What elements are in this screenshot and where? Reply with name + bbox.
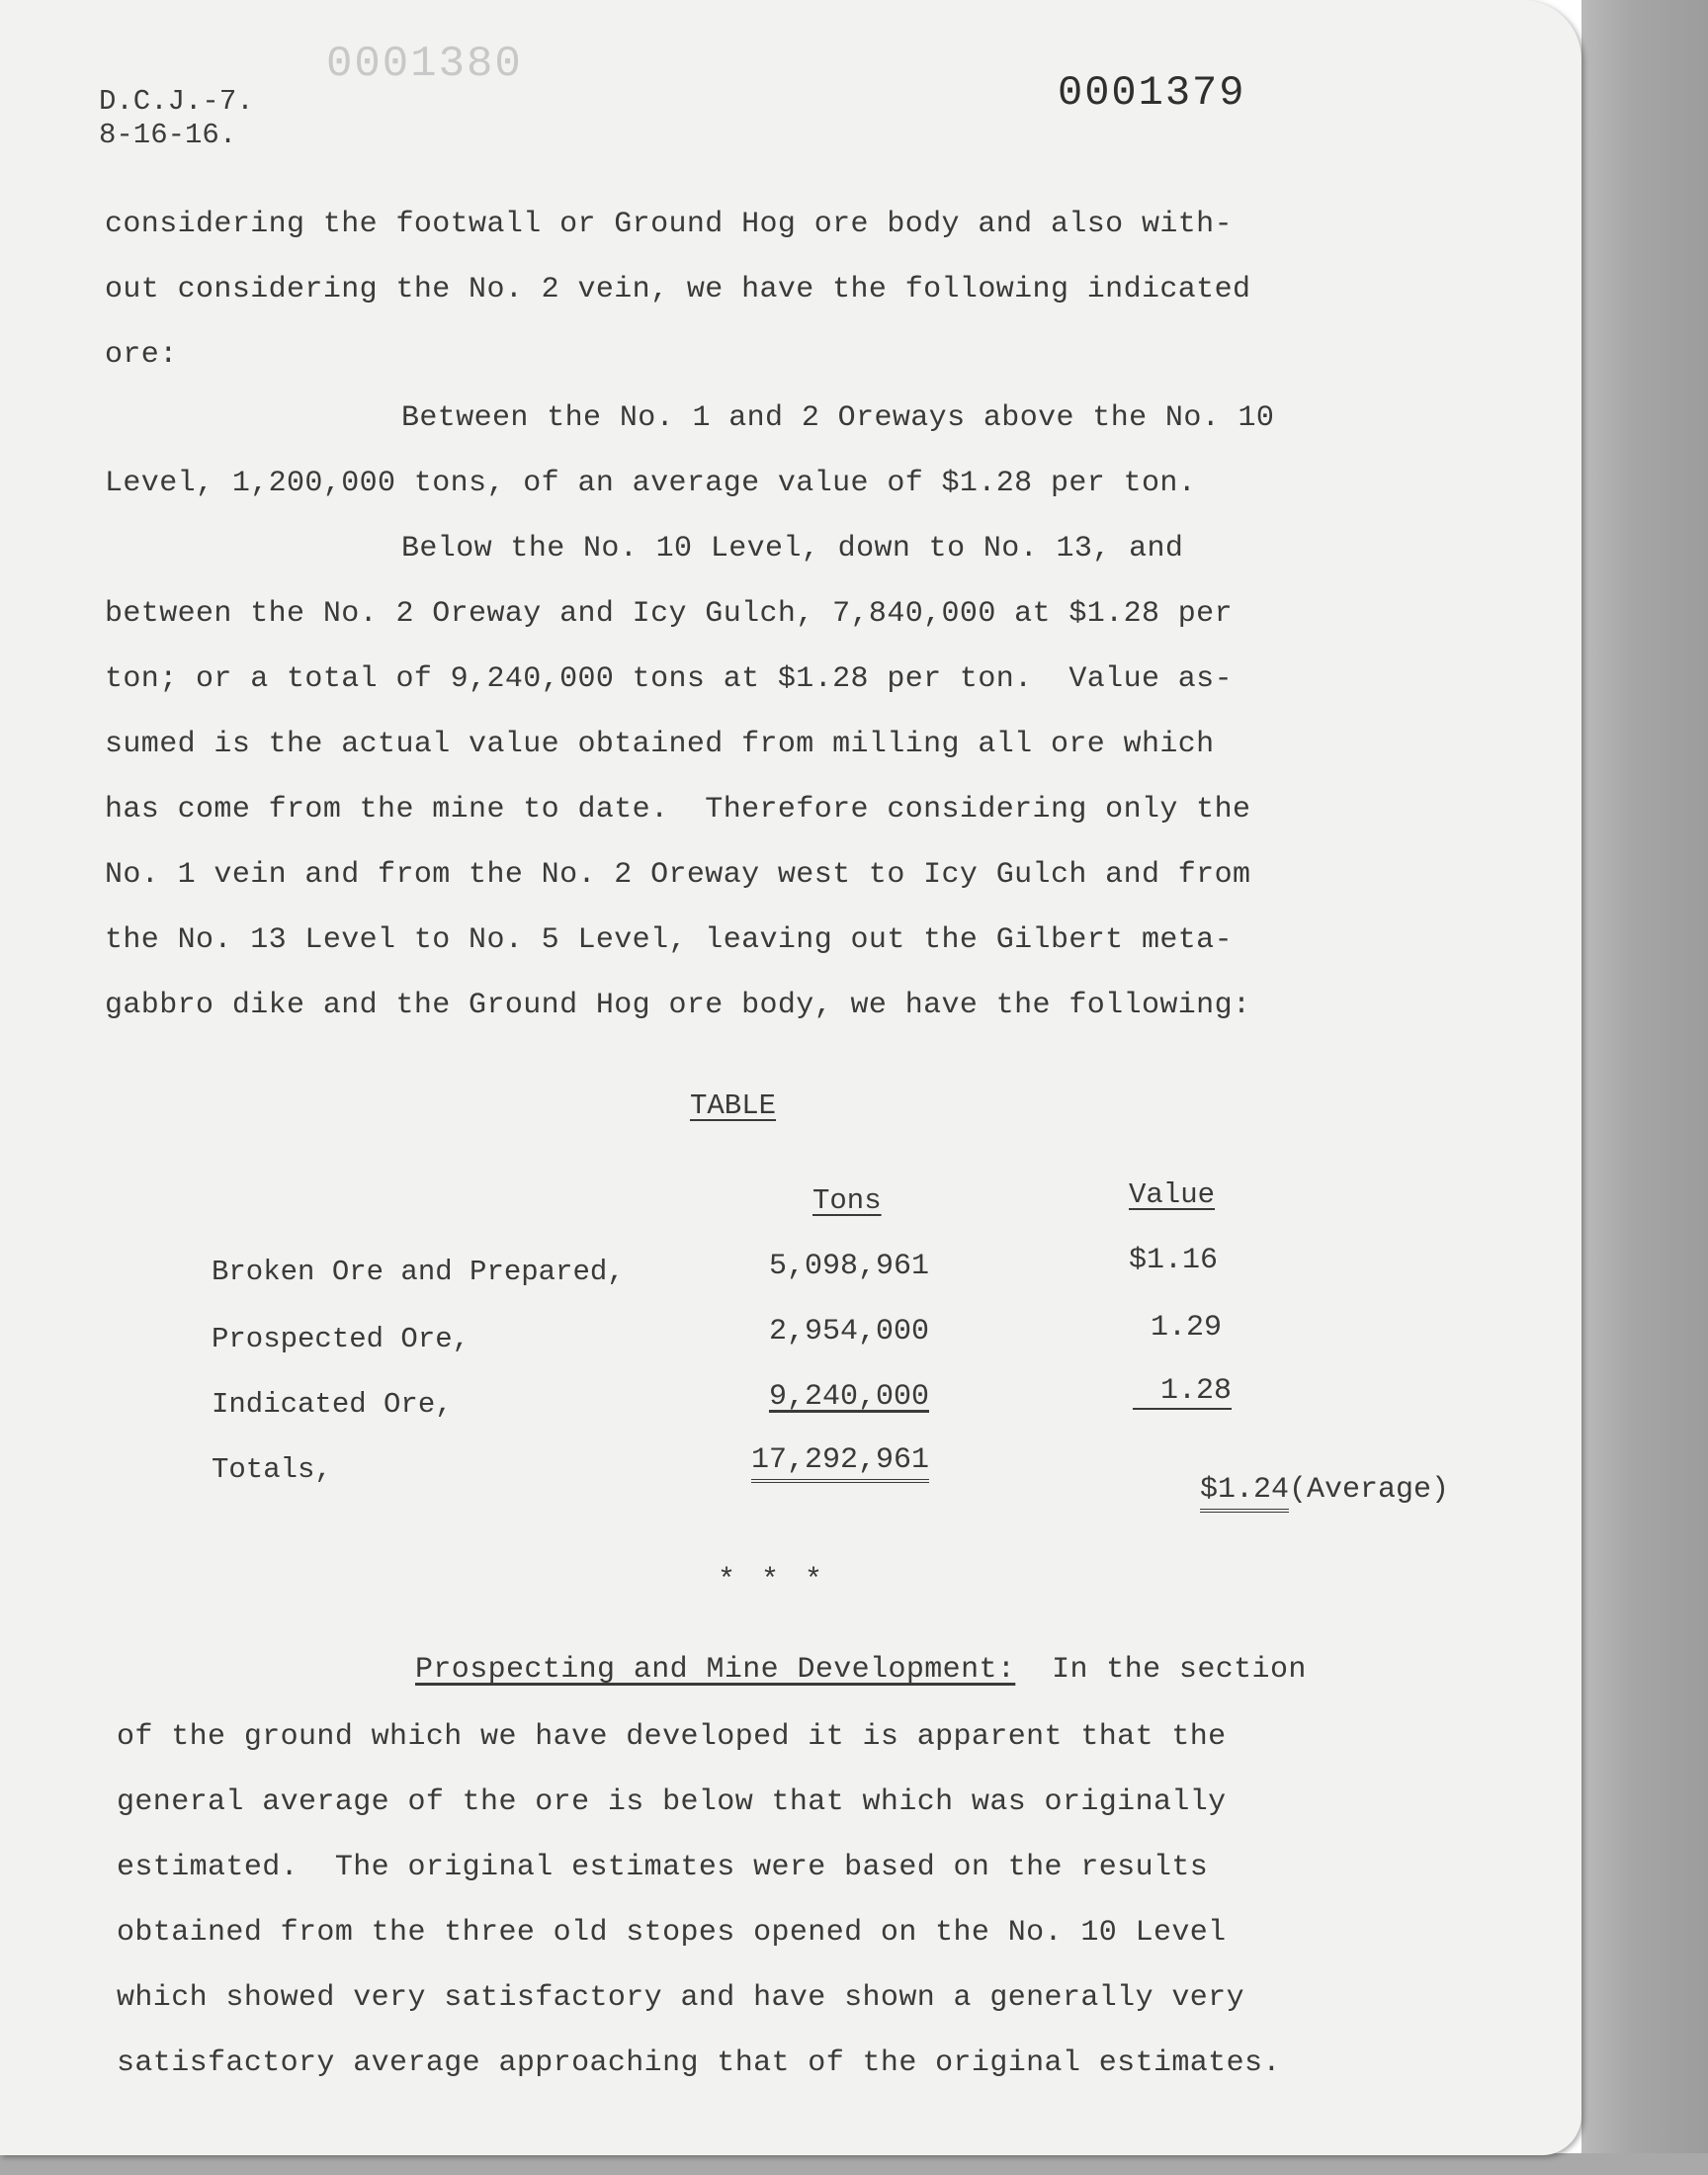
text-line: satisfactory average approaching that of the original estimates.: [117, 2046, 1281, 2080]
table-row-label: Indicated Ore,: [212, 1388, 453, 1421]
text-line: Between the No. 1 and 2 Oreways above the No. 10: [401, 401, 1275, 435]
scan-edge-shadow: [1581, 0, 1708, 2175]
totals-tons-value: 17,292,961: [751, 1443, 929, 1483]
document-header: [99, 85, 254, 152]
document-number: 0001379: [1058, 69, 1246, 117]
header-date: 8-16-16.: [99, 119, 237, 151]
text-line: general average of the ore is below that which was originally: [117, 1785, 1227, 1819]
table-row-value: 1.29: [1151, 1311, 1223, 1345]
table-row-label: Prospected Ore,: [212, 1323, 470, 1355]
text-line: the No. 13 Level to No. 5 Level, leaving out the Gilbert meta-: [105, 923, 1233, 957]
text-line: ore:: [105, 338, 178, 372]
table-row-tons: 2,954,000: [768, 1315, 929, 1348]
table-row-label: Totals,: [212, 1453, 332, 1486]
table-row-value: $1.16: [1129, 1244, 1219, 1277]
section-heading: Prospecting and Mine Development:: [415, 1653, 1016, 1687]
table-title: TABLE: [690, 1089, 777, 1122]
text-line: has come from the mine to date. Therefore considering only the: [105, 793, 1251, 826]
text-line: gabbro dike and the Ground Hog ore body, we have the following:: [105, 989, 1251, 1022]
text-line: obtained from the three old stopes opened on the No. 10 Level: [117, 1916, 1227, 1950]
faint-stamp-number: 0001380: [326, 40, 523, 89]
text-line: out considering the No. 2 vein, we have the following indicated: [105, 273, 1251, 306]
table-totals-value: [1129, 1439, 1449, 1540]
scan-bottom-edge: [0, 2153, 1708, 2175]
text-line: No. 1 vein and from the No. 2 Oreway west to Icy Gulch and from: [105, 858, 1251, 892]
text-line: Below the No. 10 Level, down to No. 13, and: [401, 532, 1184, 566]
column-header-value: Value: [1129, 1178, 1216, 1211]
header-code: D.C.J.-7.: [99, 85, 254, 118]
text-line: sumed is the actual value obtained from milling all ore which: [105, 728, 1215, 761]
section-heading-rest: In the section: [1015, 1653, 1307, 1687]
totals-value-note: (Average): [1289, 1473, 1450, 1507]
totals-value-amount: $1.24: [1200, 1473, 1289, 1513]
text-line: estimated. The original estimates were based on the results: [117, 1851, 1209, 1884]
section-separator: * * *: [718, 1564, 827, 1598]
text-line: of the ground which we have developed it is apparent that the: [117, 1720, 1227, 1754]
text-line: Level, 1,200,000 tons, of an average value of $1.28 per ton.: [105, 467, 1197, 500]
section-first-line: [415, 1653, 1307, 1687]
text-line: ton; or a total of 9,240,000 tons at $1.28 per ton. Value as-: [105, 662, 1233, 696]
table-row-value: 1.28: [1133, 1374, 1232, 1410]
table-row-tons: 9,240,000: [768, 1380, 929, 1414]
column-header-tons: Tons: [812, 1184, 882, 1217]
text-line: which showed very satisfactory and have shown a generally very: [117, 1981, 1244, 2015]
text-line: considering the footwall or Ground Hog ore body and also with-: [105, 208, 1233, 241]
text-line: between the No. 2 Oreway and Icy Gulch, 7,840,000 at $1.28 per: [105, 597, 1233, 631]
table-row-label: Broken Ore and Prepared,: [212, 1256, 625, 1288]
table-row-tons: 5,098,961: [768, 1250, 929, 1283]
table-totals-tons: [692, 1443, 929, 1477]
